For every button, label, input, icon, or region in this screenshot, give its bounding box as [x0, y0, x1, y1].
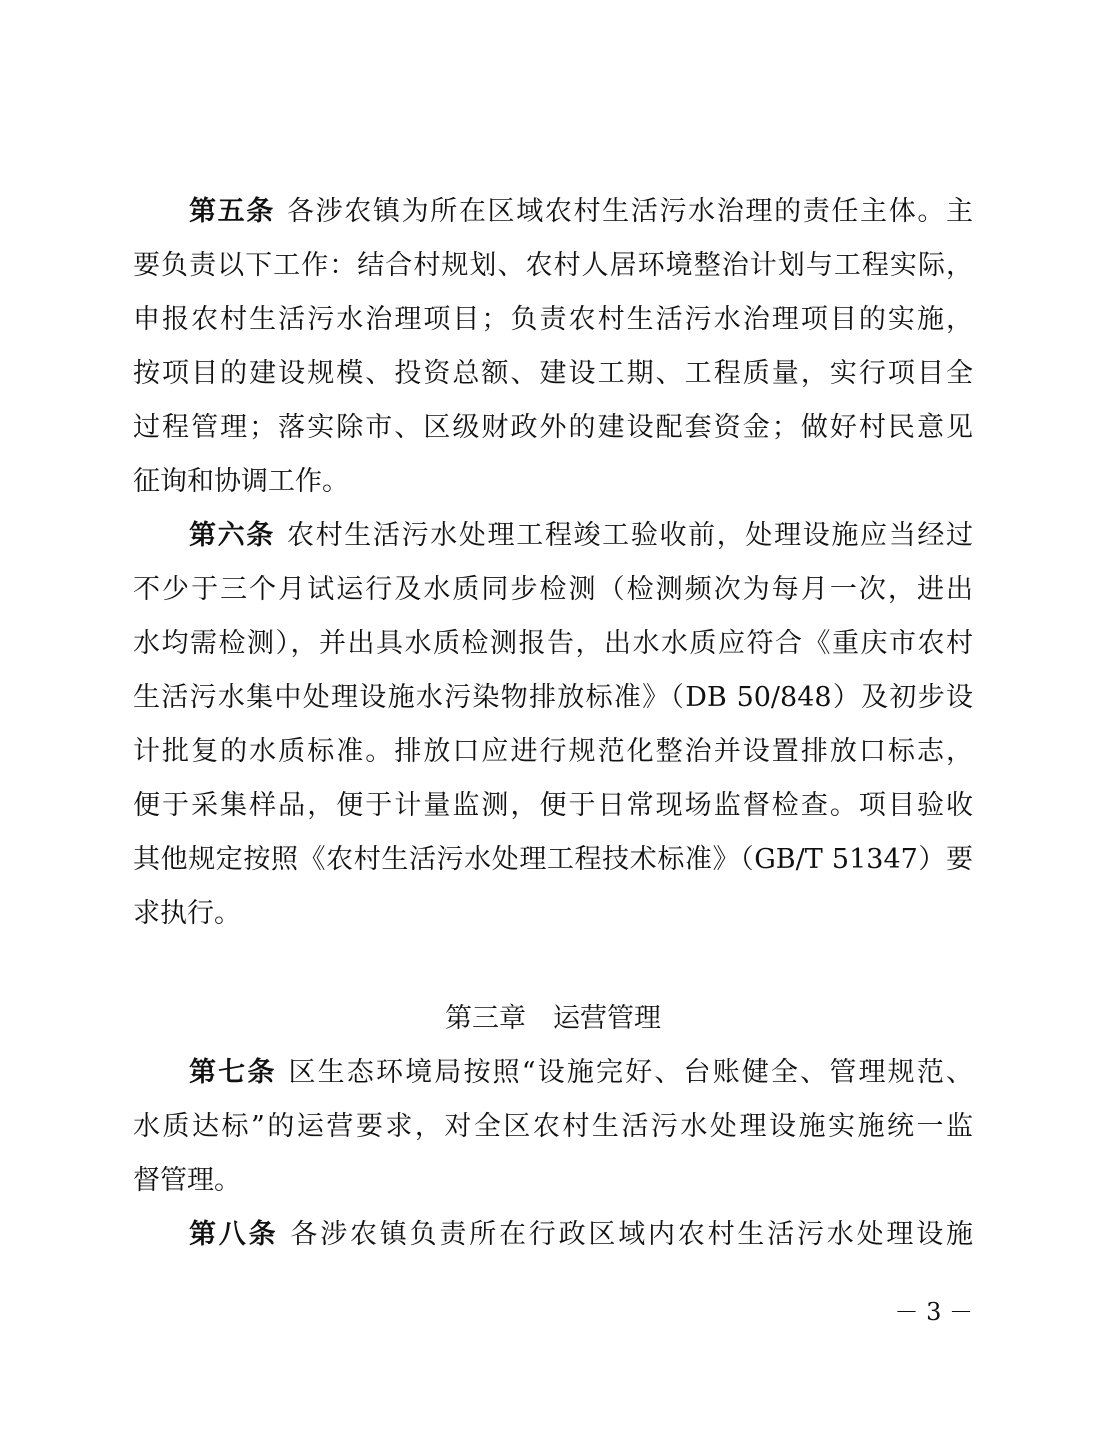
article-8 [133, 1208, 973, 1262]
text-line: 其他规定按照《农村生活污水处理工程技术标准》（GB/T 51347）要 [133, 844, 973, 875]
article-7 [133, 1046, 973, 1208]
article-6 [133, 509, 973, 941]
article-label: 第五条 [189, 196, 275, 227]
text-line: 求执行。 [133, 898, 241, 929]
article-label: 第八条 [189, 1219, 279, 1250]
text-line: 督管理。 [133, 1165, 241, 1196]
page-number: － 3 － [894, 1298, 973, 1326]
text-line: 水质达标”的运营要求，对全区农村生活污水处理设施实施统一监 [133, 1111, 973, 1142]
text-line: 按项目的建设规模、投资总额、建设工期、工程质量，实行项目全 [133, 358, 973, 389]
text-line: 计批复的水质标准。排放口应进行规范化整治并设置排放口标志， [133, 736, 973, 767]
text-line: 水均需检测），并出具水质检测报告，出水水质应符合《重庆市农村 [133, 628, 973, 659]
text-line: 不少于三个月试运行及水质同步检测（检测频次为每月一次，进出 [133, 574, 973, 605]
text-line: 生活污水集中处理设施水污染物排放标准》（DB 50/848）及初步设 [133, 682, 973, 713]
text-line: 第七条 区生态环境局按照“设施完好、台账健全、管理规范、 [189, 1057, 973, 1088]
article-5 [133, 185, 973, 509]
article-label: 第六条 [189, 520, 275, 551]
text-line: 征询和协调工作。 [133, 466, 349, 497]
chapter-heading: 第三章 运营管理 [445, 1003, 661, 1034]
text-line: 第五条 各涉农镇为所在区域农村生活污水治理的责任主体。主 [189, 196, 973, 227]
text-line: 申报农村生活污水治理项目；负责农村生活污水治理项目的实施， [133, 304, 973, 335]
text-line: 要负责以下工作：结合村规划、农村人居环境整治计划与工程实际， [133, 250, 973, 281]
text-line: 过程管理；落实除市、区级财政外的建设配套资金；做好村民意见 [133, 412, 973, 443]
text-line: 便于采集样品，便于计量监测，便于日常现场监督检查。项目验收 [133, 790, 973, 821]
text-line: 第六条 农村生活污水处理工程竣工验收前，处理设施应当经过 [189, 520, 973, 551]
text-line: 第八条 各涉农镇负责所在行政区域内农村生活污水处理设施 [189, 1219, 973, 1250]
document-body [133, 185, 973, 1262]
article-label: 第七条 [189, 1057, 277, 1088]
